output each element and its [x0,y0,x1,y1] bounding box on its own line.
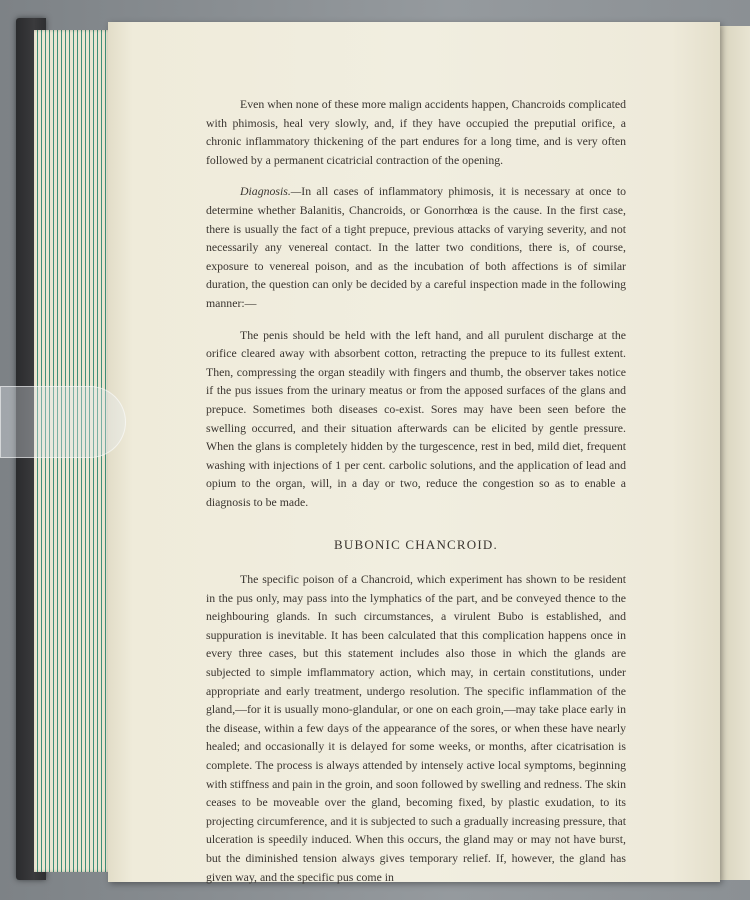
paragraph-inspection: The penis should be held with the left hand, and all purulent discharge at the orifice cleared away with absorbent cotton, retracting the prepuce to its fullest extent. Then, compressing the organ steadily with fingers and thumb, the observer takes notice if the pus issues from the urinary meatus or from the apposed surfaces of the glans and prepuce. Sometimes both diseases co-exist. Sores may have been seen before the swelling occurred, and their situation afterwards can be elicited by gentle pressure. When the glans is completely hidden by the turgescence, rest in bed, mild diet, frequent washing with injections of 1 per cent. carbolic solutions, and the application of lead and opium to the organ, will, in a day or two, reduce the congestion so as to enable a diagnosis to be made. [206,327,626,509]
diagnosis-label: Diagnosis.— [240,184,302,199]
facing-page-edge [718,26,750,880]
section-heading: BUBONIC CHANCROID. [334,537,498,553]
page-clip [0,386,126,458]
paragraph-diagnosis [206,182,626,312]
diagnosis-text: In all cases of inflammatory phimosis, it is necessary at once to determine whether Balanitis, Chancroids, or Gonorrhœa is the cause. In the first case, there is usually the fact of a tight prepuce, previous attacks of varying severity, and not necessarily any venereal contact. In the latter two conditions, there is, of course, exposure to venereal poison, and as the incubation of both affections is of similar duration, the question can only be decided by a careful inspection made in the following manner:— [206,184,626,310]
paragraph-malign-accidents: Even when none of these more malign accidents happen, Chancroids complicated with phimosis, heal very slowly, and, if they have occupied the preputial orifice, a chronic inflammatory thickening of the part endures for a long time, and is very often followed by a permanent cicatricial contraction of the opening. [206,97,626,167]
page-text [206,95,626,899]
paragraph-bubonic-chancroid: The specific poison of a Chancroid, which experiment has shown to be resident in the pus only, may pass into the lymphatics of the part, and be conveyed thence to the neighbouring glands. In such circumstances, a virulent Bubo is established, and suppuration is inevitable. It has been calculated that this complication happens once in every three cases, but this statement includes also those in which the glands are subjected to simple imflammatory action, which may, in certain constitutions, under appropriate and early treatment, undergo resolution. The specific inflammation of the gland,—for it is usually mono-glandular, or one on each groin,—may take place early in the disease, within a few days of the appearance of the sores, or when these have nearly healed; and occasionally it is delayed for some weeks, or months, after cicatrisation is complete. The process is always attended by intensely active local symptoms, beginning with stiffness and pain in the groin, and soon followed by swelling and redness. The skin ceases to be moveable over the gland, becoming fixed, by plastic exudation, to its projecting circumference, and it is subjected to such a gradually increasing pressure, that ulceration is speedily induced. When this occurs, the gland may or may not have burst, but the diminished tension always gives temporary relief. If, however, the gland has given way, and the specific pus come in [206,572,626,884]
